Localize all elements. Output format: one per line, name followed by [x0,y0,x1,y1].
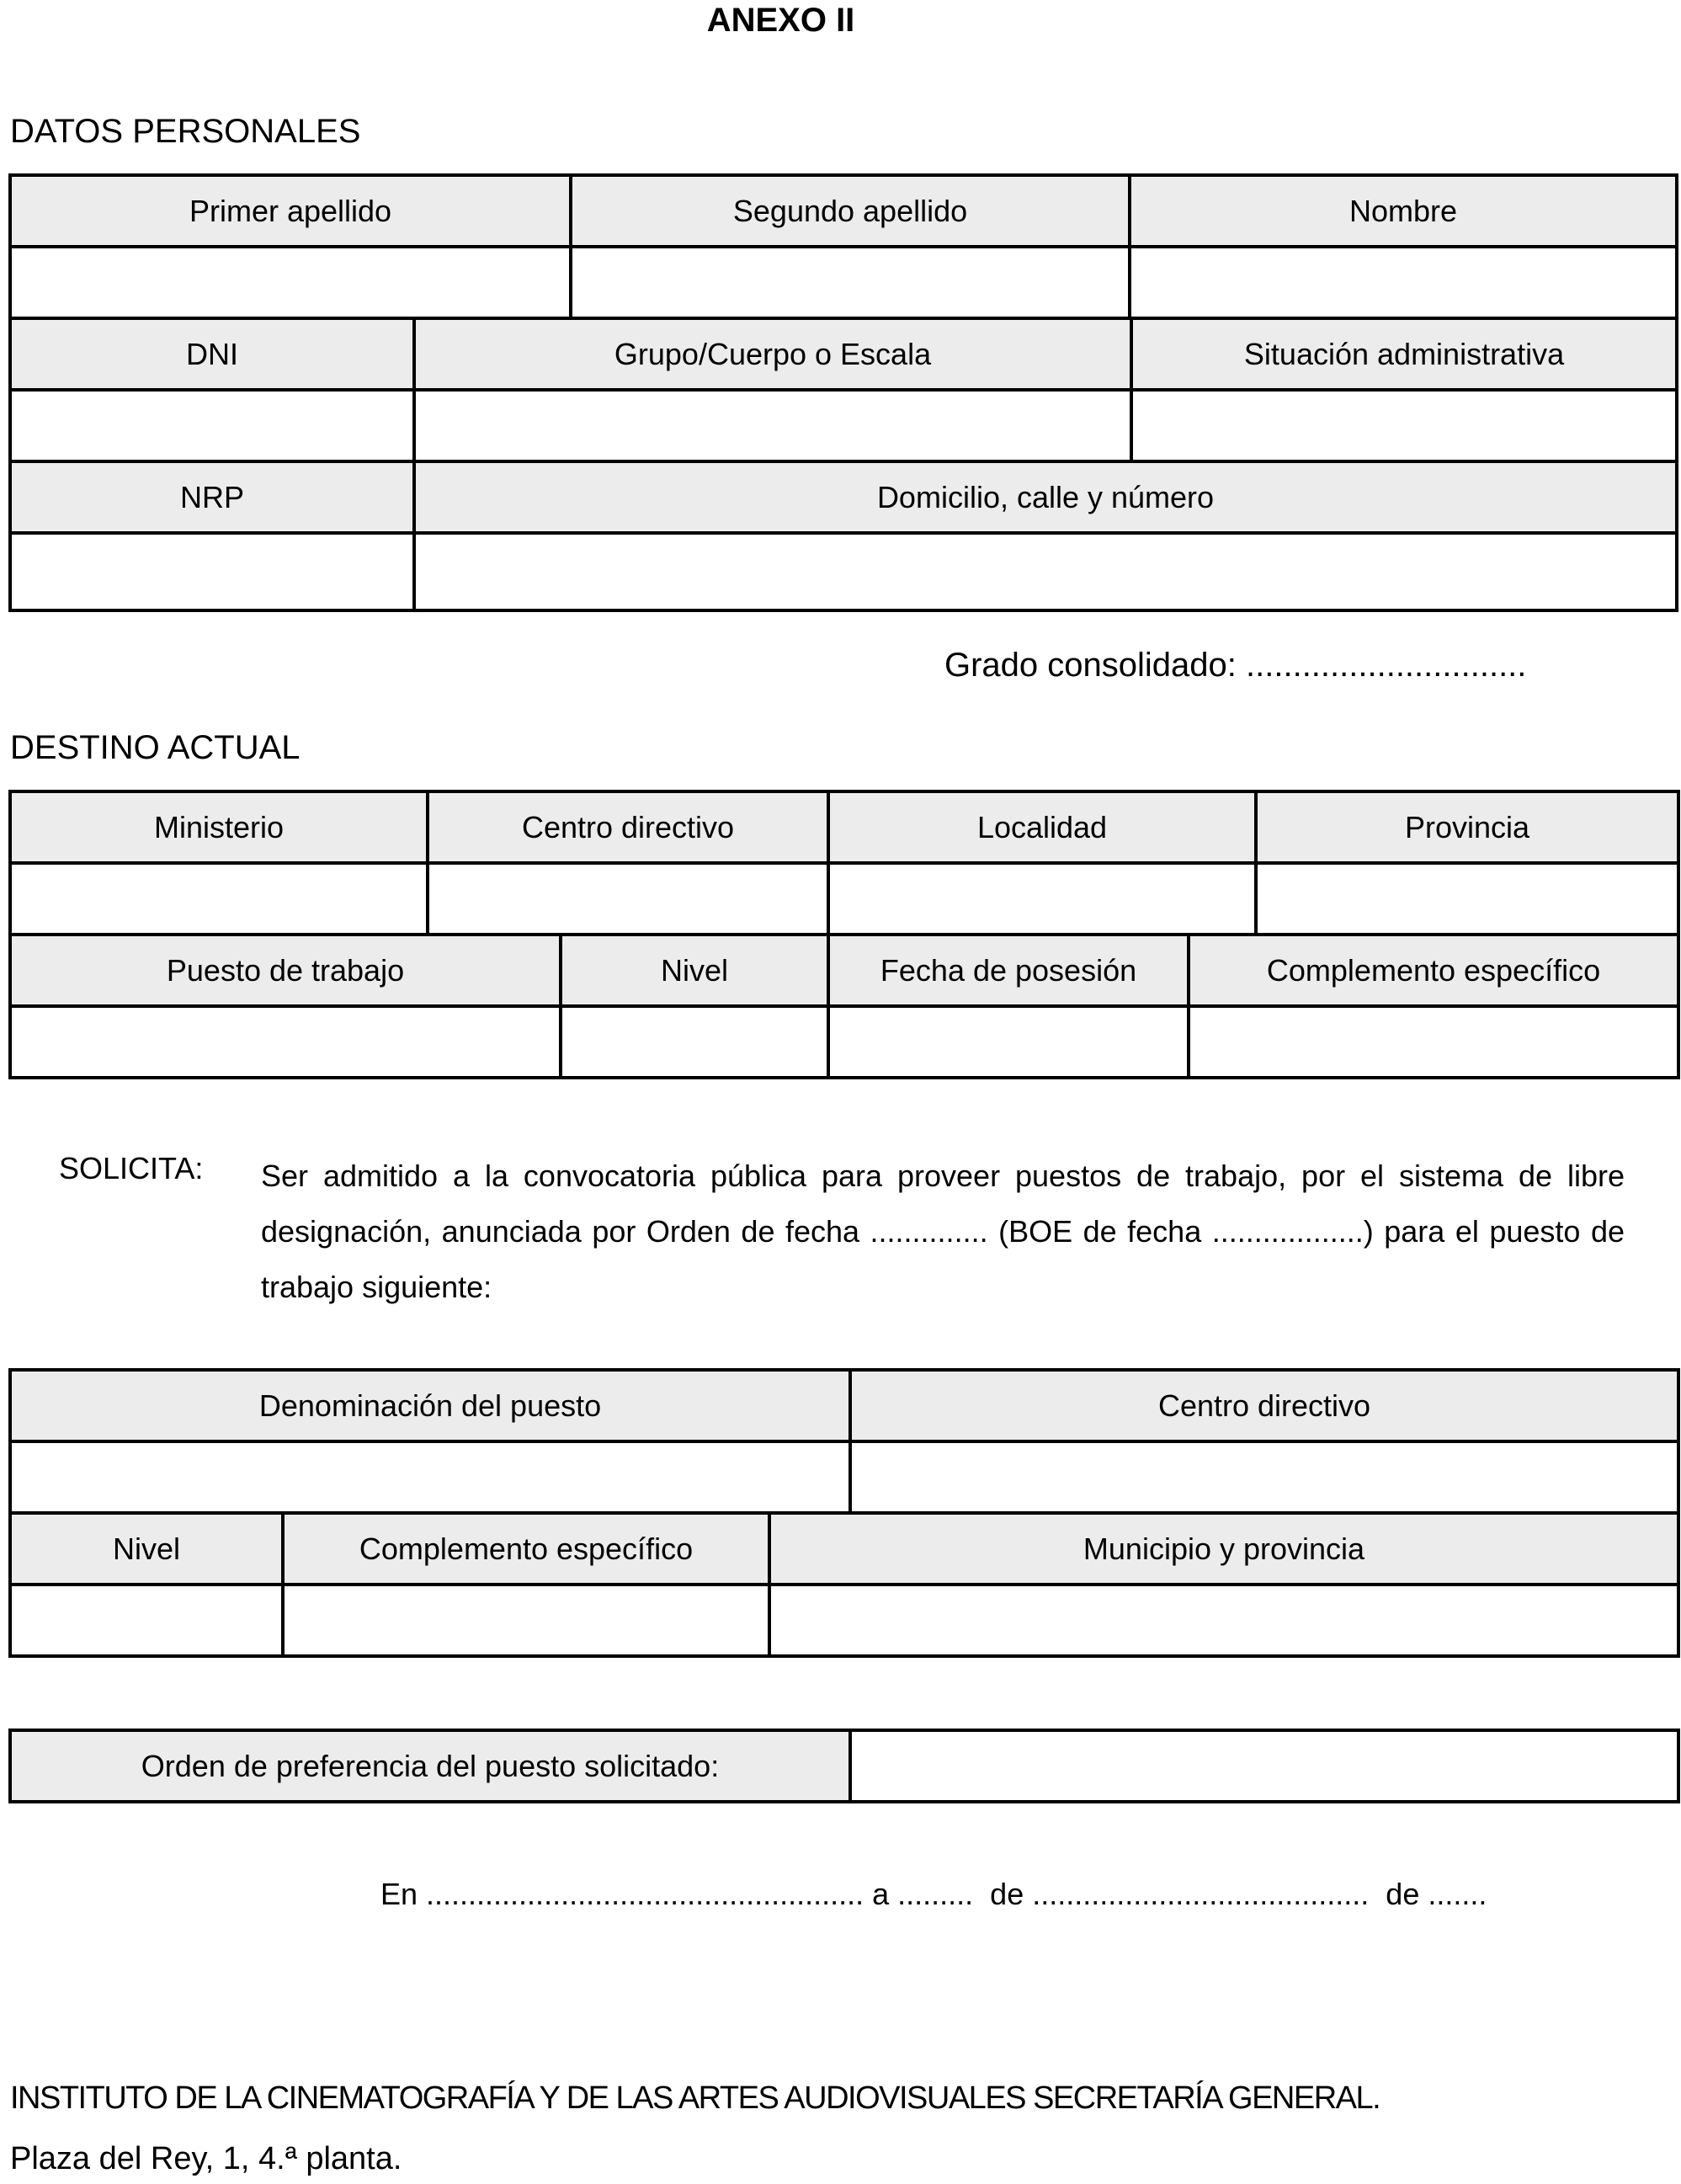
grado-consolidado: Grado consolidado: .............................. [944,647,1527,684]
field-dni[interactable] [10,390,414,461]
field-orden-preferencia[interactable] [850,1730,1678,1802]
field-municipio-y-provincia[interactable] [769,1585,1678,1656]
field-provincia[interactable] [1256,863,1678,935]
header-denominacion-del-puesto: Denominación del puesto [10,1370,850,1441]
header-puesto-de-trabajo: Puesto de trabajo [10,935,561,1006]
header-grupo-cuerpo-escala: Grupo/Cuerpo o Escala [414,318,1131,390]
solicita-label: SOLICITA: [59,1151,204,1185]
orden-preferencia-label: Orden de preferencia del puesto solicitado: [10,1730,850,1802]
header-centro-directivo-solicitado: Centro directivo [850,1370,1678,1441]
field-centro-directivo-solicitado[interactable] [850,1441,1678,1513]
field-situacion-administrativa[interactable] [1131,390,1677,461]
header-situacion-administrativa: Situación administrativa [1131,318,1677,390]
header-complemento-especifico-solicitado: Complemento específico [283,1513,769,1585]
field-ministerio[interactable] [10,863,428,935]
header-complemento-especifico-actual: Complemento específico [1189,935,1678,1006]
header-dni: DNI [10,318,414,390]
header-provincia: Provincia [1256,791,1678,863]
field-complemento-especifico-solicitado[interactable] [283,1585,769,1656]
field-complemento-especifico-actual[interactable] [1189,1006,1678,1078]
section-heading-destino-actual: DESTINO ACTUAL [10,729,301,766]
field-segundo-apellido[interactable] [571,247,1130,318]
document-title: ANEXO II [706,2,855,39]
header-nombre: Nombre [1130,175,1677,247]
field-denominacion-del-puesto[interactable] [10,1441,850,1513]
section-heading-datos-personales: DATOS PERSONALES [10,113,361,150]
header-localidad: Localidad [828,791,1256,863]
header-primer-apellido: Primer apellido [10,175,571,247]
field-centro-directivo-actual[interactable] [428,863,828,935]
field-puesto-de-trabajo[interactable] [10,1006,561,1078]
header-ministerio: Ministerio [10,791,428,863]
header-nivel-solicitado: Nivel [10,1513,283,1585]
header-nrp: NRP [10,461,414,533]
datos-personales-table [8,173,1678,612]
footer-address: Plaza del Rey, 1, 4.ª planta. [10,2141,402,2176]
field-localidad[interactable] [828,863,1256,935]
solicita-text: Ser admitido a la convocatoria pública para proveer puestos de trabajo, por el sistema de libre designación, anunciada por Orden de fecha .............. (BOE de fecha ..................) para el puesto de trabajo siguiente: [261,1159,1625,1304]
header-municipio-y-provincia: Municipio y provincia [769,1513,1678,1585]
footer-institution: INSTITUTO DE LA CINEMATOGRAFÍA Y DE LAS ARTES AUDIOVISUALES SECRETARÍA GENERAL. [10,2080,1380,2116]
field-domicilio[interactable] [414,533,1677,610]
field-primer-apellido[interactable] [10,247,571,318]
field-nivel-solicitado[interactable] [10,1585,283,1656]
lugar-fecha-line: En .................................................... a ......... de ........................................ de ....... [380,1877,1487,1911]
header-centro-directivo-actual: Centro directivo [428,791,828,863]
field-grupo-cuerpo-escala[interactable] [414,390,1131,461]
header-domicilio: Domicilio, calle y número [414,461,1677,533]
field-fecha-de-posesion[interactable] [828,1006,1189,1078]
header-nivel-actual: Nivel [561,935,828,1006]
destino-actual-table [8,790,1680,1079]
header-fecha-de-posesion: Fecha de posesión [828,935,1189,1006]
puesto-solicitado-table [8,1368,1680,1658]
field-nrp[interactable] [10,533,414,610]
orden-preferencia-table [8,1729,1680,1803]
field-nivel-actual[interactable] [561,1006,828,1078]
field-nombre[interactable] [1130,247,1677,318]
header-segundo-apellido: Segundo apellido [571,175,1130,247]
